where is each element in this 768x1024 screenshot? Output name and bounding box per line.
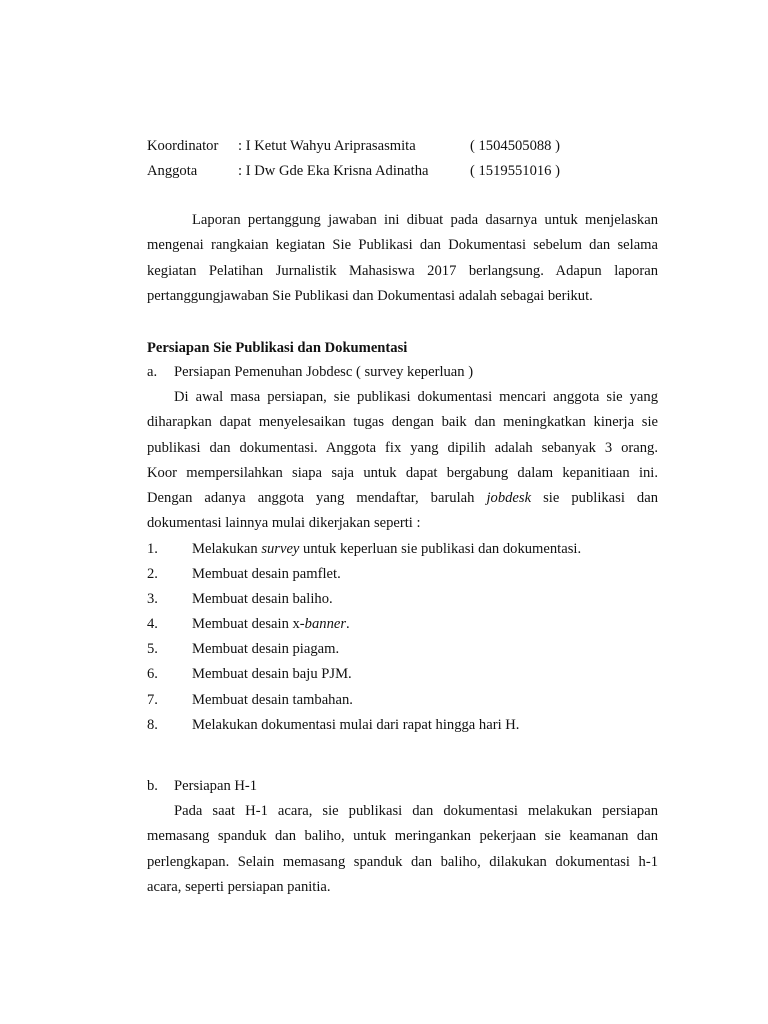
list-text-pre: Membuat desain pamflet. [192,566,341,583]
para-line: diharapkan dapat menyelesaikan tugas dengan baik dan meningkatkan kinerja sie [147,414,658,431]
list-text [192,564,341,584]
list-text-pre: Membuat desain baju PJM. [192,666,352,683]
list-text [192,690,353,710]
subsection-marker: a. [147,364,158,380]
list-text-em: survey [261,541,300,557]
intro-line: pertanggungjawaban Sie Publikasi dan Dokumentasi adalah sebagai berikut. [147,287,593,304]
header-name: : I Dw Gde Eka Krisna Adinatha [238,163,429,179]
para-segment: Dengan adanya anggota yang mendaftar, barulah [147,490,475,507]
intro-paragraph [147,208,658,309]
list-number: 7. [147,691,158,708]
list-text-post: untuk keperluan sie publikasi dan dokumentasi. [299,541,582,557]
list-text-pre: Melakukan [192,541,262,557]
subsection-a-paragraph [147,385,658,537]
header-name: : I Ketut Wahyu Ariprasasmita [238,138,416,154]
para-line: Koor mempersilahkan siapa saja untuk dapat bergabung dalam kepanitiaan ini. [147,464,658,481]
para-segment: sie publikasi dan [543,490,658,507]
section-heading: Persiapan Sie Publikasi dan Dokumentasi [147,340,408,356]
para-line: publikasi dan dokumentasi. Anggota fix yang dipilih adalah sebanyak 3 orang. [147,439,658,456]
para-line: perlengkapan. Selain memasang spanduk dan baliho, dilakukan dokumentasi h-1 [147,853,658,870]
list-text [192,539,581,559]
para-line: acara, seperti persiapan panitia. [147,878,331,895]
list-text-pre: Membuat desain baliho. [192,591,333,608]
subsection-title: Persiapan Pemenuhan Jobdesc ( survey keperluan ) [174,364,474,380]
list-text [192,664,352,684]
para-line: Di awal masa persiapan, sie publikasi dokumentasi mencari anggota sie yang [174,389,658,405]
para-line: memasang spanduk dan baliho, untuk meringankan pekerjaan sie keamanan dan [147,828,658,845]
intro-line: kegiatan Pelatihan Jurnalistik Mahasiswa 2017 berlangsung. Adapun laporan [147,262,658,279]
list-number: 5. [147,641,158,658]
header-role: Koordinator [147,138,219,154]
header-id: ( 1519551016 ) [470,163,560,179]
list-text [192,589,333,609]
list-text [192,614,350,634]
list-text-em: banner [304,616,347,633]
header-id: ( 1504505088 ) [470,138,560,154]
list-number: 6. [147,666,158,683]
subsection-title: Persiapan H-1 [174,778,258,794]
list-text-pre: Melakukan dokumentasi mulai dari rapat hingga hari H. [192,716,520,733]
list-number: 8. [147,716,158,733]
intro-line: mengenai rangkaian kegiatan Sie Publikasi dan Dokumentasi sebelum dan selama [147,237,658,254]
intro-line: Laporan pertanggung jawaban ini dibuat pada dasarnya untuk menjelaskan [192,212,658,228]
list-number: 4. [147,616,158,633]
list-text-pre: Membuat desain tambahan. [192,691,353,708]
para-emphasis: jobdesk [486,490,532,507]
list-number: 2. [147,566,158,583]
para-line-mixed [147,486,658,511]
list-text-pre: Membuat desain x- [192,616,305,633]
list-number: 1. [147,541,158,557]
list-number: 3. [147,591,158,608]
para-line: dokumentasi lainnya mulai dikerjakan seperti : [147,515,421,532]
para-line: Pada saat H-1 acara, sie publikasi dan dokumentasi melakukan persiapan [174,803,658,819]
subsection-marker: b. [147,778,158,794]
header-role: Anggota [147,163,198,179]
subsection-b-paragraph [147,799,658,900]
list-text-pre: Membuat desain piagam. [192,641,340,658]
list-text [192,715,519,735]
list-text [192,639,339,659]
list-text-post: . [346,616,350,633]
subsection-a-title [147,362,473,382]
subsection-b-title [147,776,257,796]
